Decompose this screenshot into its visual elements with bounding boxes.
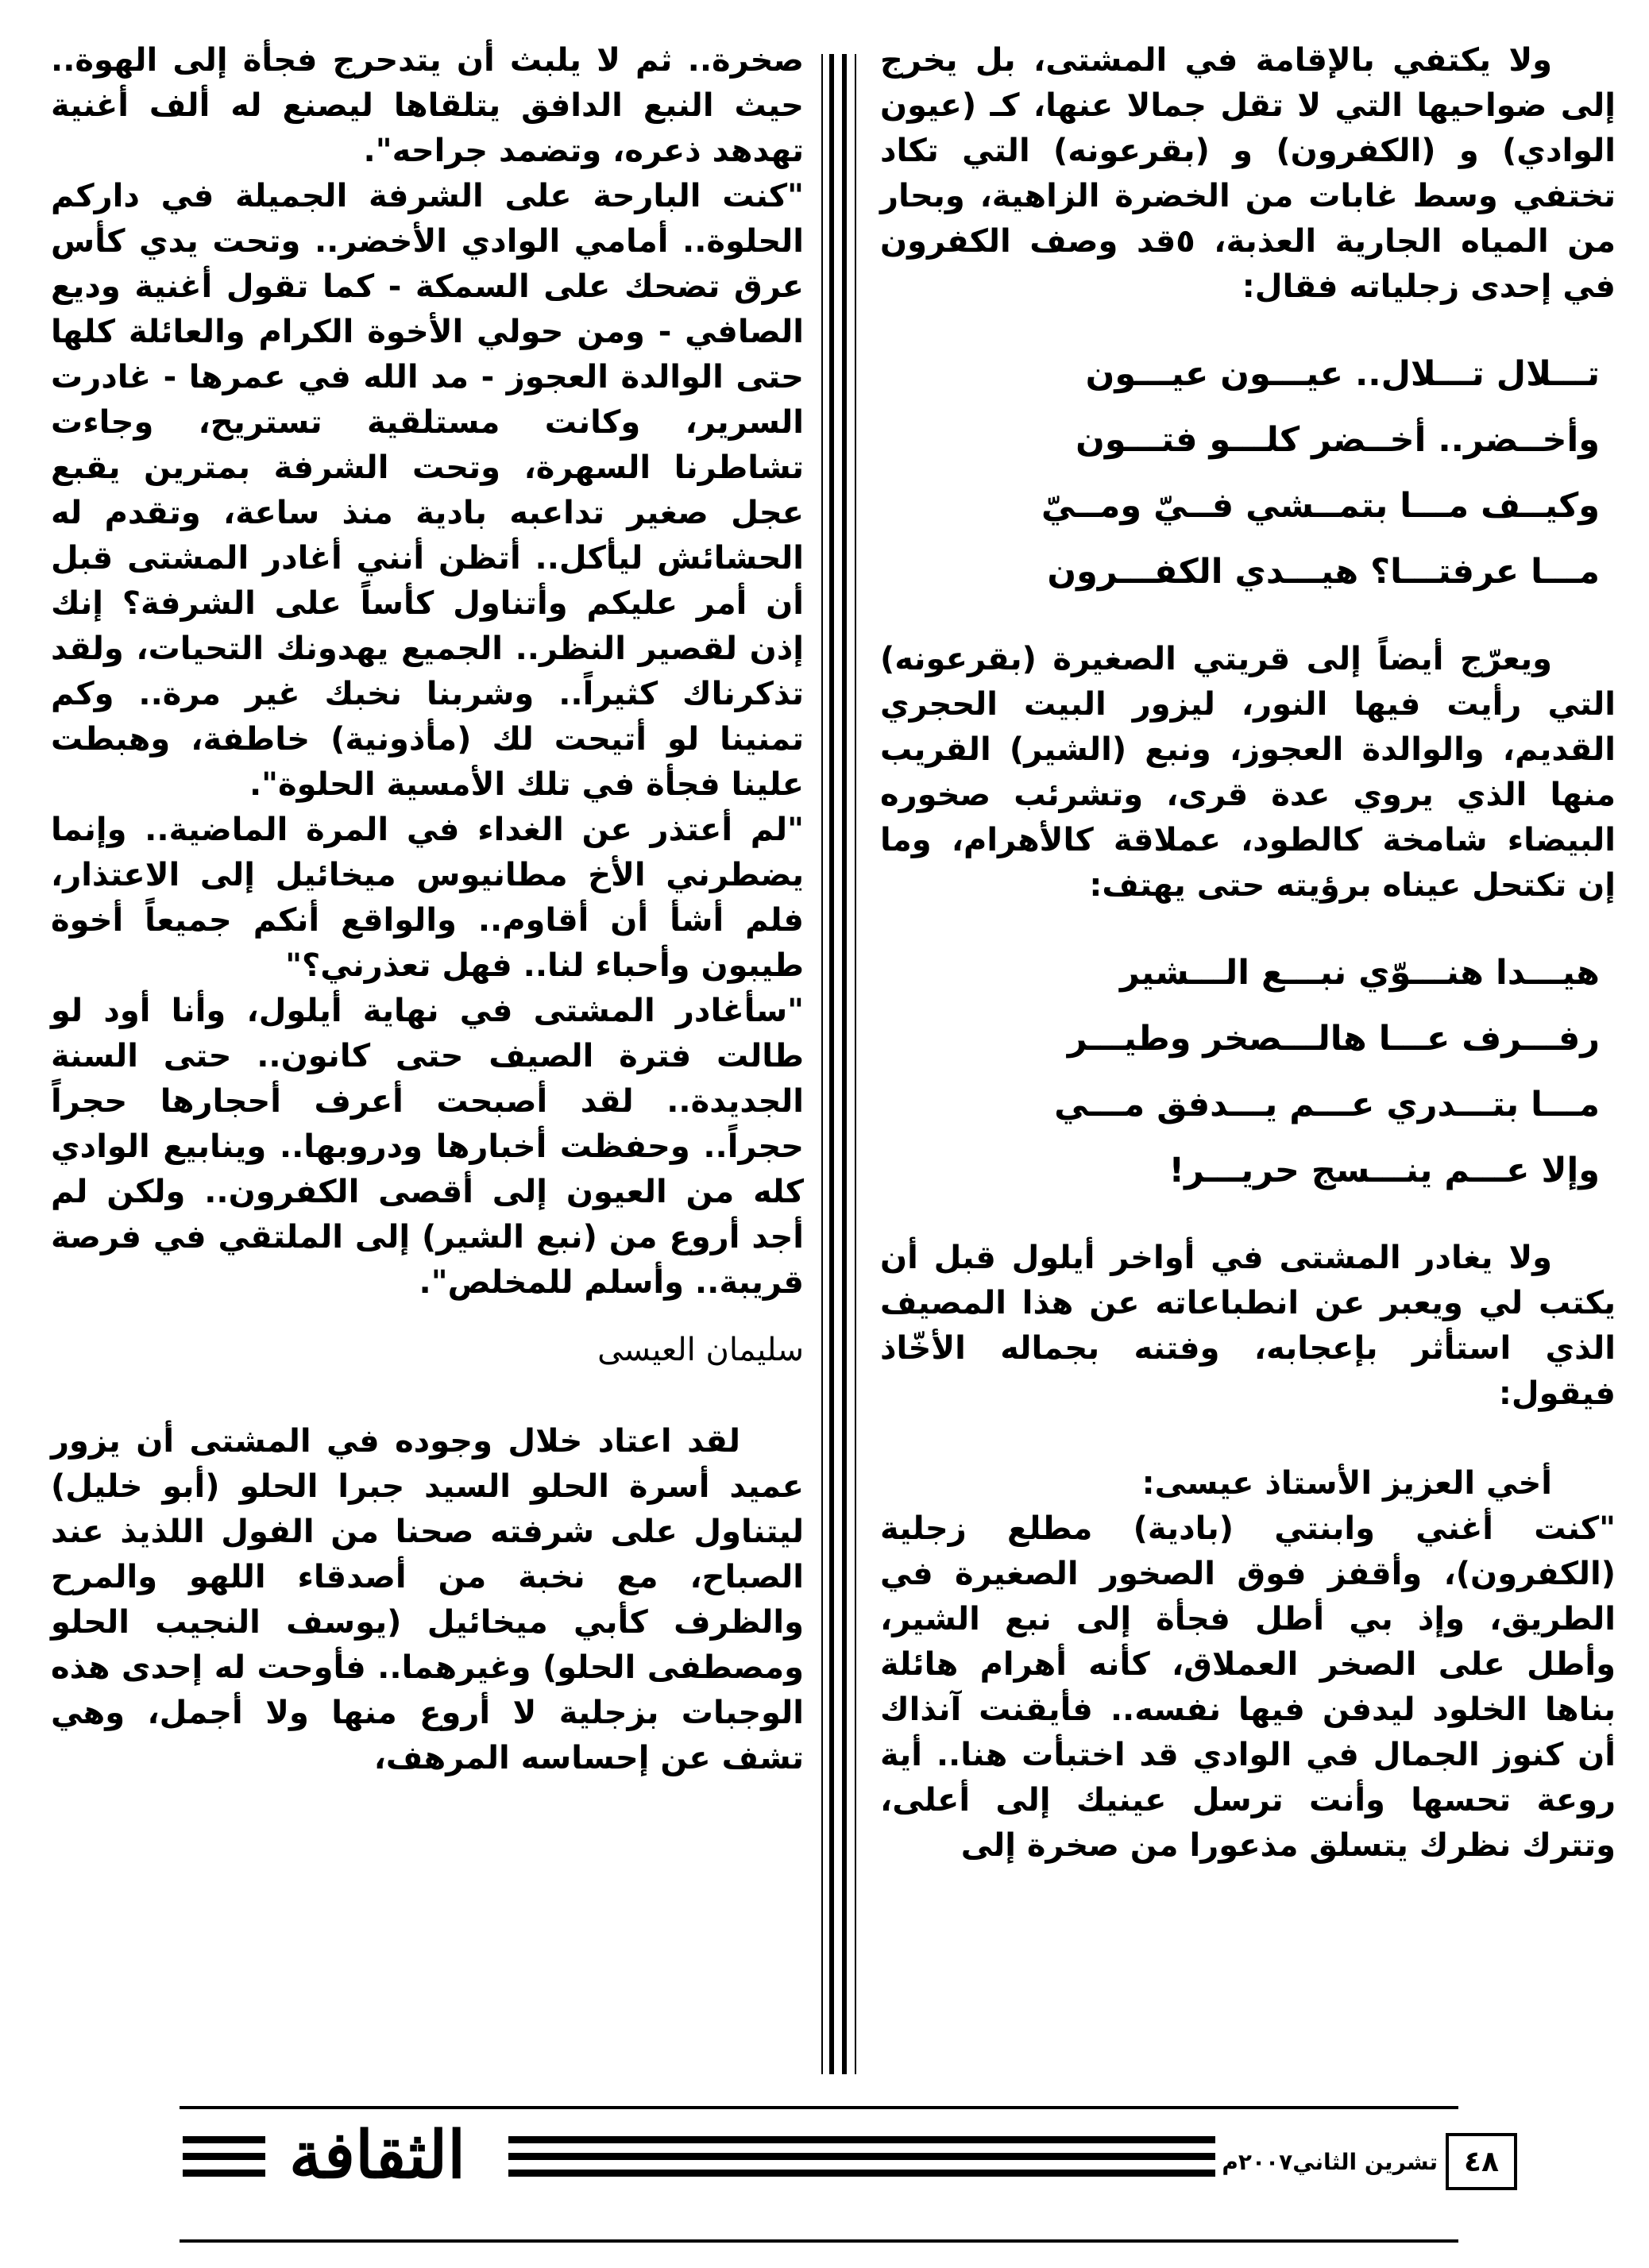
footer-bottom-rule [180,2239,1458,2243]
issue-date: تشرين الثاني٢٠٠٧م [1222,2148,1438,2175]
right-column [880,38,1616,2071]
verse-line: هيـــدا هنـــوّي نبـــع الـــشير [1120,953,1600,993]
footer-bar [508,2153,1215,2160]
paragraph: "سأغادر المشتى في نهاية أيلول، وأنا أود لو طالت فترة الصيف حتى كانون.. حتى السنة الجديدة.. لقد أصبحت أعرف أحجارها حجراً حجراً.. وحفظت أخبارها ودروبها.. وينابيع الوادي كله من العيون إلى أقصى الكفرون.. ولكن لم أجد أروع من (نبع الشير) إلى الملتقي في فرصة قريبة.. وأسلم للمخلص". [51,993,804,1301]
verse-line: مـــا عرفتـــا؟ هيـــدي الكفـــرون [1047,552,1600,592]
verse-line: رفـــرف عـــا هالـــصخر وطيـــر [1067,1019,1600,1059]
paragraph: "لم أعتذر عن الغداء في المرة الماضية.. وإنما يضطرني الأخ مطانيوس ميخائيل إلى الاعتذار، فلم أشأ أن أقاوم.. والواقع أنكم جميعاً أخوة طيبون وأحباء لنا.. فهل تعذرني؟" [51,812,804,984]
footer-bar [508,2170,1215,2177]
verse-line: وإلا عـــم ينـــسج حريـــر! [1168,1151,1600,1190]
magazine-logo: الثقافة [288,2117,466,2193]
paragraph: "كنت أغني وابنتي (بادية) مطلع زجلية (الكفرون)، وأقفز فوق الصخور الصغيرة في الطريق، وإذ بي أطل فجأة إلى نبع الشير، وأطل على الصخر العملاق، كأنه أهرام هائلة بناها الخلود ليدفن فيها نفسه.. فأيقنت آنذاك أن كنوز الجمال في الوادي قد اختبأت هنا.. أية روعة تحسها وأنت ترسل عينيك إلى أعلى، وتترك نظرك يتسلق مذعورا من صخرة إلى [880,1510,1616,1864]
verse-block [880,940,1616,1204]
page-number: ٤٨ [1446,2133,1517,2190]
left-column [51,38,804,2071]
paragraph: لقد اعتاد خلال وجوده في المشتى أن يزور عميد أسرة الحلو السيد جبرا الحلو (أبو خليل) ليتناول على شرفته صحنا من الفول اللذيذ عند الصباح، مع نخبة من أصدقاء اللهو والمرح والظرف كأبي ميخائيل (يوسف النجيب الحلو ومصطفى الحلو) وغيرهما.. فأوحت له إحدى هذه الوجبات بزجلية لا أروع منها ولا أجمل، وهي تشف عن إحساسه المرهف، [51,1423,804,1776]
footer-bar [508,2136,1215,2143]
footer-bar [183,2170,265,2177]
verse-line: تـــلال تـــلال.. عيـــون عيـــون [1085,354,1600,394]
paragraph: ولا يغادر المشتى في أواخر أيلول قبل أن يكتب لي ويعبر عن انطباعاته عن هذا المصيف الذي استأثر بإعجابه، وفتنه بجماله الأخّاذ فيقول: [880,1240,1616,1412]
letter-salutation: أخي العزيز الأستاذ عيسى: [1141,1465,1552,1502]
footer-bar [183,2153,265,2160]
footer-bar [183,2136,265,2143]
verse-line: وكيــف مـــا بتمــشي فــيّ ومــيّ [1041,486,1600,526]
paragraph: "كنت البارحة على الشرفة الجميلة في داركم الحلوة.. أمامي الوادي الأخضر.. وتحت يدي كأس عرق تضحك على السمكة - كما تقول أغنية وديع الصافي - ومن حولي الأخوة الكرام والعائلة كلها حتى الوالدة العجوز - مد الله في عمرها - غادرت السرير، وكانت مستلقية تستريح، وجاءت تشاطرنا السهرة، وتحت الشرفة بمترين يقبع عجل صغير تداعبه بادية منذ ساعة، وتقدم له الحشائش ليأكل.. أتظن أنني أغادر المشتى قبل أن أمر عليكم وأتناول كأساً على الشرفة؟ إنك إذن لقصير النظر.. الجميع يهدونك التحيات، ولقد تذكرناك كثيراً.. وشربنا نخبك غير مرة.. وكم تمنينا لو أتيحت لك (مأذونية) خاطفة، وهبطت علينا فجأة في تلك الأمسية الحلوة". [51,178,804,803]
paragraph: صخرة.. ثم لا يلبث أن يتدحرج فجأة إلى الهوة.. حيث النبع الدافق يتلقاها ليصنع له ألف أغنية تهدهد ذعره، وتضمد جراحه". [51,42,804,169]
paragraph: ويعرّج أيضاً إلى قريتي الصغيرة (بقرعونه) التي رأيت فيها النور، ليزور البيت الحجري القديم، والوالدة العجوز، ونبع (الشير) القريب منها الذي يروي عدة قرى، وتشرئب صخوره البيضاء شامخة كالطود، عملاقة كالأهرام، وما إن تكتحل عيناه برؤيته حتى يهتف: [880,641,1616,904]
column-divider [818,54,864,2074]
verse-line: وأخــضر.. أخــضر كلـــو فتـــون [1076,420,1600,460]
paragraph: ولا يكتفي بالإقامة في المشتى، بل يخرج إلى ضواحيها التي لا تقل جمالا عنها، كـ (عيون الوادي) و (الكفرون) و (بقرعونه) التي تكاد تختفي وسط غابات من الخضرة الزاهية، وبحار من المياه الجارية العذبة، ٥قد وصف الكفرون في إحدى زجلياته فقال: [880,42,1616,305]
verse-block [880,341,1616,605]
signature: سليمان العيسى [597,1332,804,1368]
verse-line: مـــا بتـــدري عـــم يـــدفق مـــي [1054,1085,1600,1124]
